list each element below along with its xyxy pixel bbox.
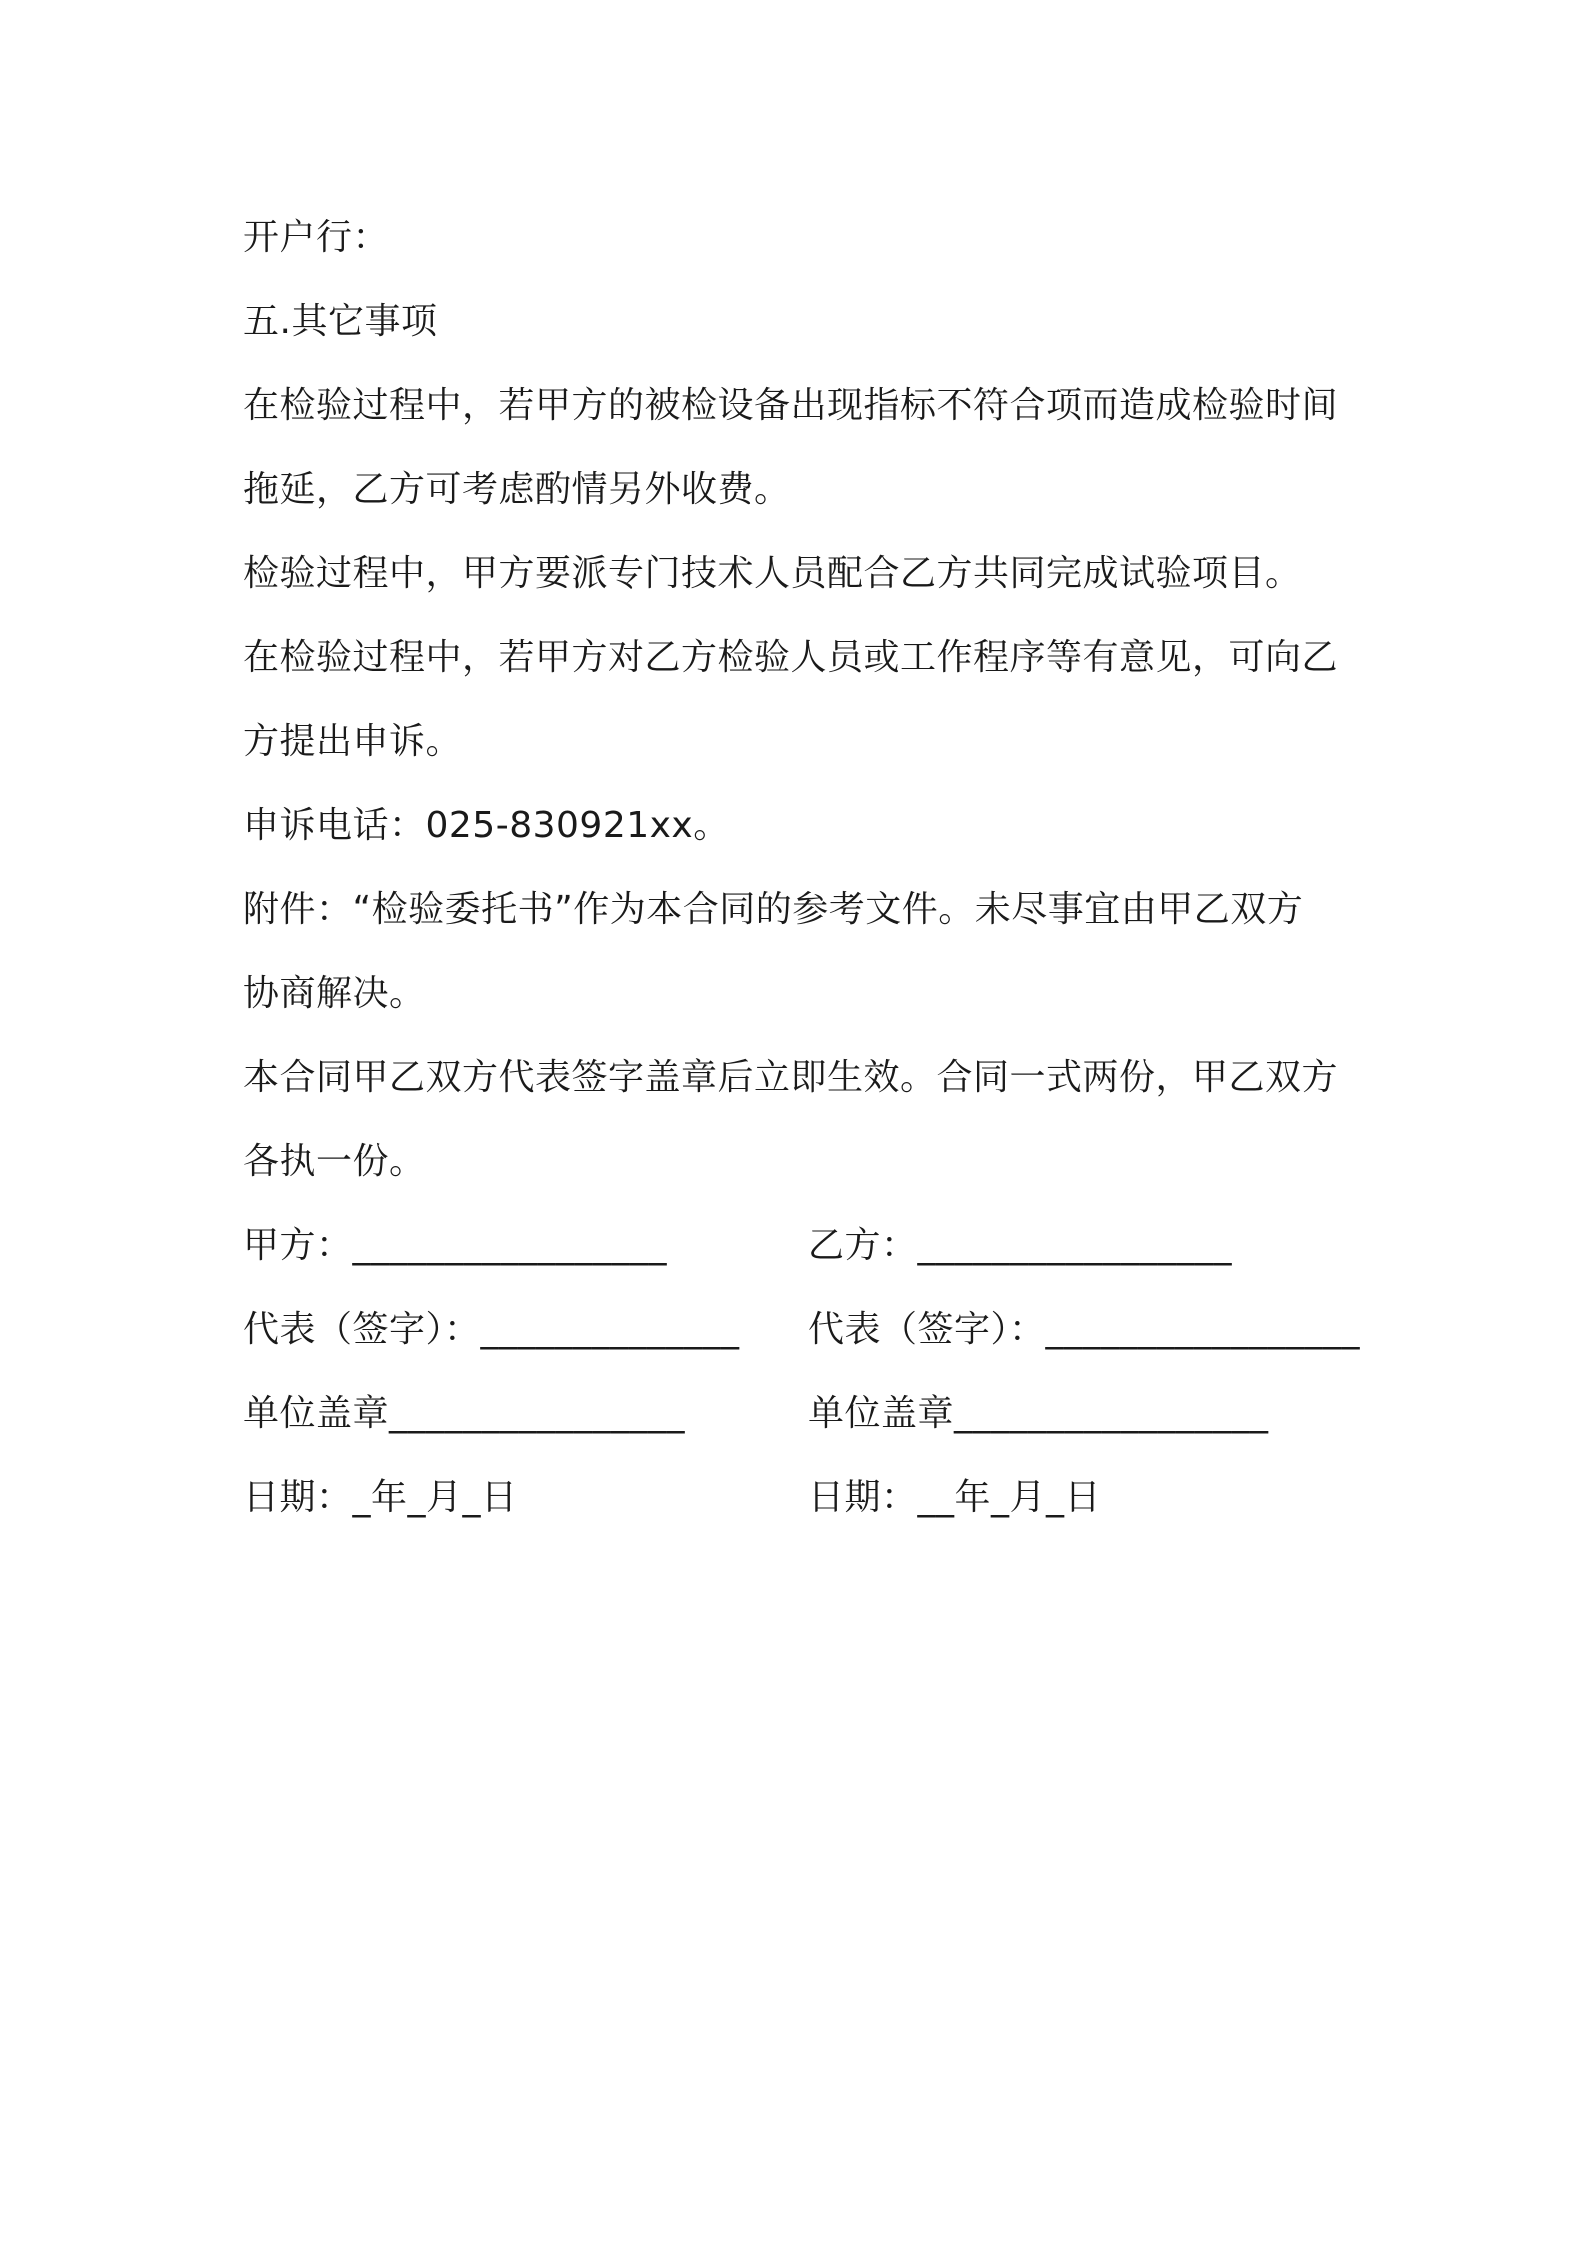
party-a-name-field: 甲方：_________________	[243, 1225, 668, 1266]
party-a-seal-field: 单位盖章________________	[243, 1393, 686, 1434]
paragraph-line: 各执一份。	[243, 1141, 426, 1182]
paragraph-line: 在检验过程中，若甲方的被检设备出现指标不符合项而造成检验时间	[243, 385, 1339, 426]
paragraph-line: 本合同甲乙双方代表签字盖章后立即生效。合同一式两份，甲乙双方	[243, 1057, 1339, 1098]
document-body	[243, 196, 1363, 1540]
signature-row-party	[243, 1204, 1363, 1288]
party-a-date-field: 日期：_年_月_日	[243, 1477, 518, 1518]
party-b-date-field: 日期：__年_月_日	[808, 1477, 1102, 1518]
paragraph-line: 在检验过程中，若甲方对乙方检验人员或工作程序等有意见，可向乙	[243, 637, 1339, 678]
section-heading: 五.其它事项	[243, 301, 438, 342]
paragraph-line: 检验过程中，甲方要派专门技术人员配合乙方共同完成试验项目。	[243, 553, 1302, 594]
complaint-phone-line: 申诉电话：025-830921xx。	[243, 805, 730, 846]
party-b-seal-field: 单位盖章_________________	[808, 1393, 1269, 1434]
paragraph-line: 拖延，乙方可考虑酌情另外收费。	[243, 469, 791, 510]
party-b-name-field: 乙方：_________________	[808, 1225, 1233, 1266]
party-a-representative-field: 代表（签字）：______________	[243, 1309, 740, 1350]
paragraph-line: 附件：“检验委托书”作为本合同的参考文件。未尽事宜由甲乙双方	[243, 889, 1304, 930]
signature-row-representative	[243, 1288, 1363, 1372]
paragraph-line: 方提出申诉。	[243, 721, 463, 762]
bank-line: 开户行：	[243, 217, 390, 258]
paragraph-line: 协商解决。	[243, 973, 426, 1014]
signature-row-date	[243, 1456, 1363, 1540]
signature-row-seal	[243, 1372, 1363, 1456]
party-b-representative-field: 代表（签字）：_________________	[808, 1309, 1361, 1350]
